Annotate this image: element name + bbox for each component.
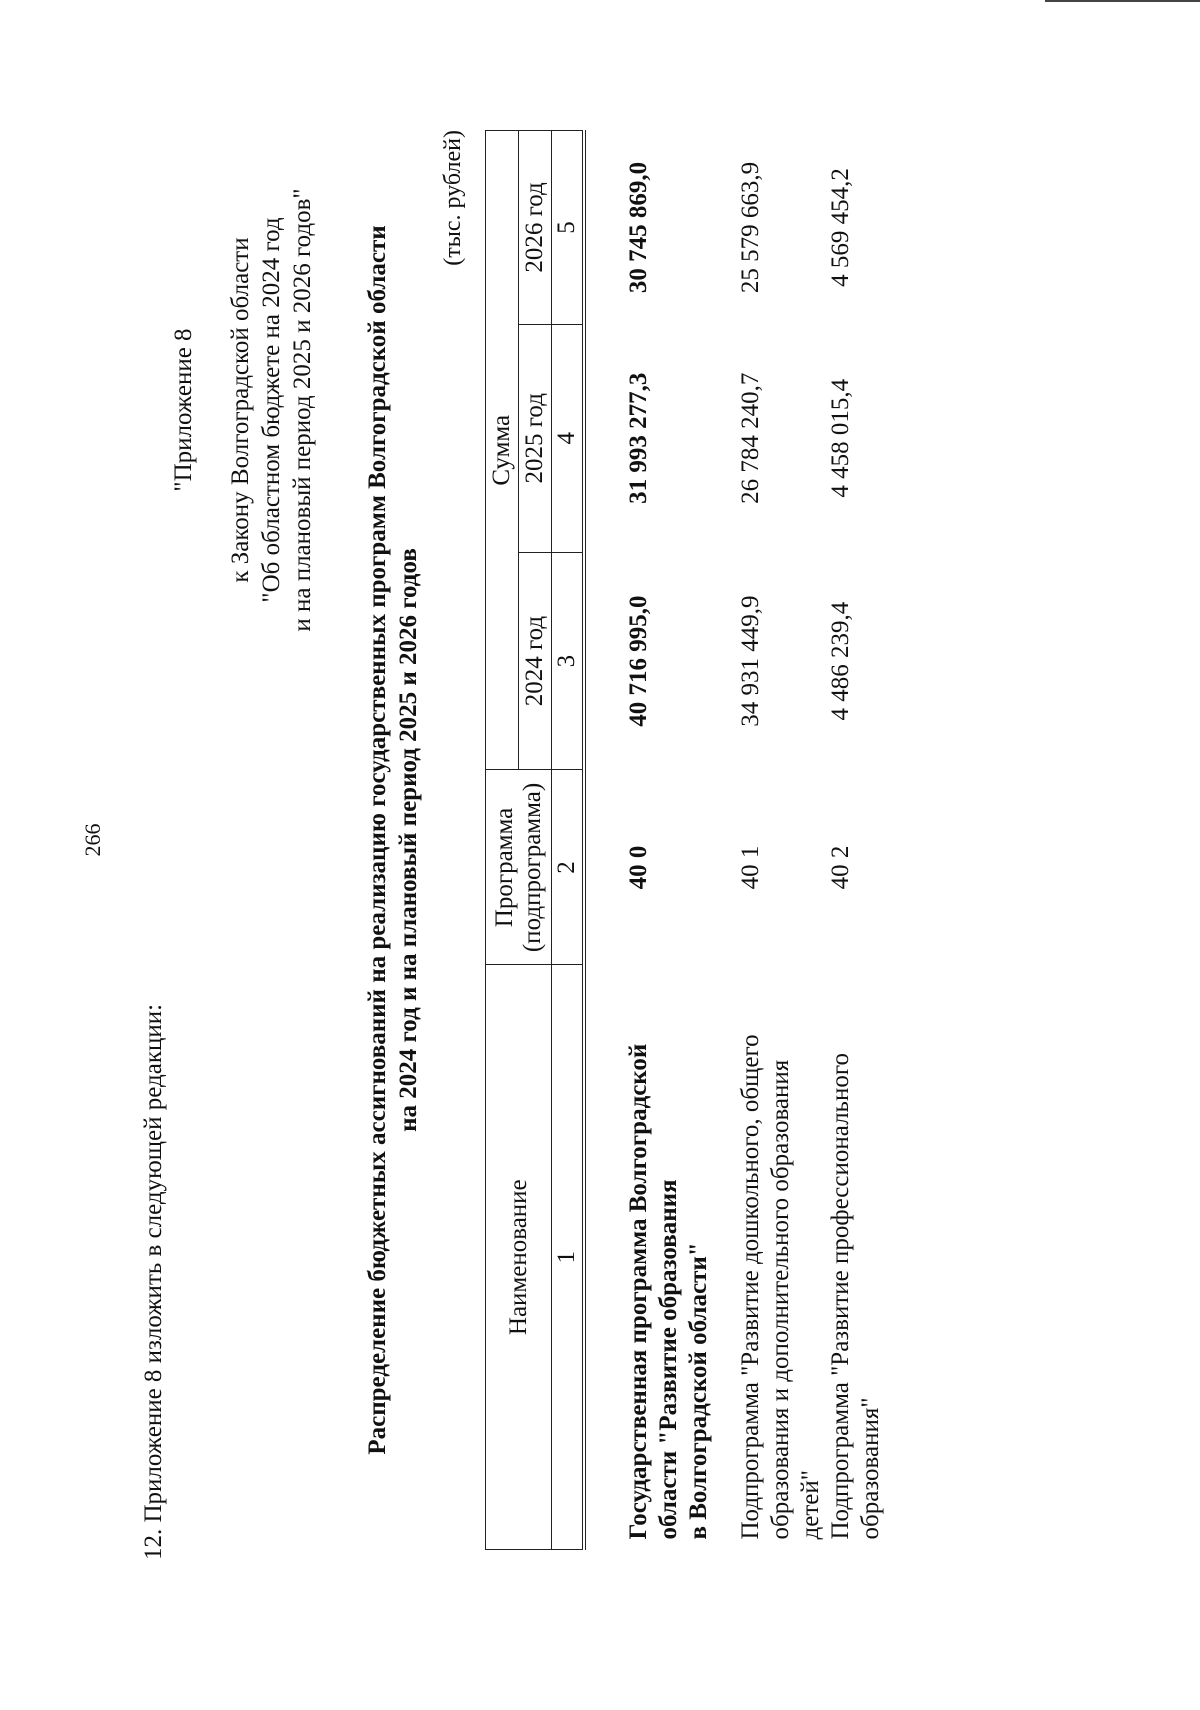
intro-text: 12. Приложение 8 изложить в следующей редакции: <box>140 1003 167 1560</box>
header-program <box>486 770 552 965</box>
column-number: 4 <box>552 324 585 552</box>
table-row <box>624 131 736 1550</box>
row-amount-2025: 26 784 240,7 <box>737 372 764 504</box>
row-name-line: Государственная программа Волгоградской <box>625 1043 652 1540</box>
header-program-line: Программа <box>490 807 518 928</box>
units-label: (тыс. рублей) <box>440 130 466 266</box>
row-amount-2026: 30 745 869,0 <box>625 161 652 294</box>
header-year-2025: 2025 год <box>519 324 552 552</box>
header-year-2026: 2026 год <box>519 131 552 325</box>
row-program-code: 40 0 <box>625 845 652 890</box>
header-sum: Сумма <box>486 131 519 770</box>
row-amount-2024: 34 931 449,9 <box>737 595 764 727</box>
appendix-ref-line: "Об областном бюджете на 2024 год <box>258 217 285 603</box>
document-title <box>362 130 424 1550</box>
row-name-line: Подпрограмма "Развитие дошкольного, общего <box>737 1034 764 1540</box>
header-name: Наименование <box>486 965 552 1550</box>
row-name-line: Подпрограмма "Развитие профессионального <box>827 1053 854 1540</box>
header-year-2024: 2024 год <box>519 552 552 770</box>
row-name <box>624 965 736 1550</box>
row-amount-2024: 4 486 239,4 <box>827 601 854 721</box>
appendix-ref-line: и на плановый период 2025 и 2026 годов" <box>289 188 316 632</box>
appendix-ref-line: к Закону Волгоградской области <box>227 237 254 583</box>
header-program-line: (подпрограмма) <box>518 782 546 953</box>
row-program-code: 40 2 <box>827 845 854 890</box>
column-number: 2 <box>552 770 585 965</box>
row-program-code: 40 1 <box>737 845 764 890</box>
row-name-line: образования и дополнительного образования <box>767 1059 794 1540</box>
budget-table <box>485 130 914 1550</box>
row-name-line: детей" <box>797 1470 824 1540</box>
row-amount-2025: 31 993 277,3 <box>625 372 652 504</box>
row-amount-2025: 4 458 015,4 <box>827 378 854 498</box>
column-number: 3 <box>552 552 585 770</box>
spacer-row <box>584 131 624 1550</box>
row-name <box>826 965 914 1550</box>
document-title-line: на 2024 год и на плановый период 2025 и 2026 годов <box>395 548 422 1132</box>
table-row <box>736 131 826 1550</box>
row-name-line: в Волгоградской области" <box>685 1242 712 1540</box>
row-name <box>736 965 826 1550</box>
column-number: 1 <box>552 965 585 1550</box>
row-name-line: образования" <box>857 1397 884 1540</box>
document-title-line: Распределение бюджетных ассигнований на реализацию государственных программ Волгоградской области <box>364 225 391 1455</box>
page-number: 266 <box>80 823 105 857</box>
table-row <box>826 131 914 1550</box>
row-amount-2026: 4 569 454,2 <box>827 168 854 287</box>
appendix-reference <box>225 130 318 690</box>
row-amount-2026: 25 579 663,9 <box>737 161 764 294</box>
row-amount-2024: 40 716 995,0 <box>625 595 652 727</box>
row-name-line: области "Развитие образования <box>655 1179 682 1540</box>
column-number: 5 <box>552 131 585 325</box>
appendix-title: "Приложение 8 <box>170 328 197 492</box>
